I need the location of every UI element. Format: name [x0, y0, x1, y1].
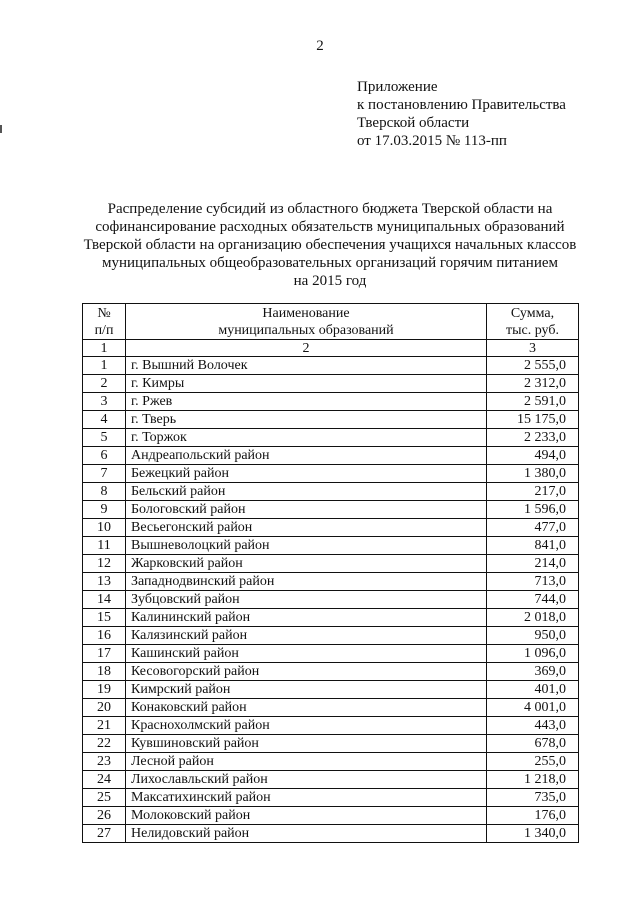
row-number: 21 [83, 717, 126, 735]
subsidy-table [82, 303, 579, 843]
table-row [83, 411, 579, 429]
header-name-line1: Наименование [262, 305, 350, 321]
row-amount: 2 233,0 [487, 429, 579, 447]
table-row [83, 663, 579, 681]
table-row [83, 699, 579, 717]
row-municipality: Бологовский район [126, 501, 487, 519]
row-number: 12 [83, 555, 126, 573]
row-municipality: г. Торжок [126, 429, 487, 447]
column-number: 3 [487, 340, 579, 357]
row-number: 8 [83, 483, 126, 501]
row-number: 27 [83, 825, 126, 843]
row-amount: 369,0 [487, 663, 579, 681]
table-row [83, 825, 579, 843]
scan-edge-mark [0, 125, 2, 133]
row-municipality: Калязинский район [126, 627, 487, 645]
row-amount: 1 596,0 [487, 501, 579, 519]
row-number: 18 [83, 663, 126, 681]
table-row [83, 717, 579, 735]
table-row [83, 627, 579, 645]
row-amount: 443,0 [487, 717, 579, 735]
table-row [83, 447, 579, 465]
row-amount: 2 555,0 [487, 357, 579, 375]
table-row [83, 609, 579, 627]
row-amount: 2 312,0 [487, 375, 579, 393]
row-number: 15 [83, 609, 126, 627]
row-municipality: Лихославльский район [126, 771, 487, 789]
row-number: 25 [83, 789, 126, 807]
table-row [83, 771, 579, 789]
row-municipality: Максатихинский район [126, 789, 487, 807]
header-sum [487, 304, 579, 340]
document-title [80, 200, 580, 290]
row-number: 17 [83, 645, 126, 663]
table-row [83, 789, 579, 807]
row-number: 23 [83, 753, 126, 771]
row-municipality: Зубцовский район [126, 591, 487, 609]
row-number: 26 [83, 807, 126, 825]
row-number: 13 [83, 573, 126, 591]
row-municipality: г. Тверь [126, 411, 487, 429]
row-number: 5 [83, 429, 126, 447]
appendix-line: к постановлению Правительства [357, 97, 566, 113]
row-amount: 4 001,0 [487, 699, 579, 717]
row-amount: 494,0 [487, 447, 579, 465]
row-municipality: Весьегонский район [126, 519, 487, 537]
table-row [83, 537, 579, 555]
row-municipality: г. Кимры [126, 375, 487, 393]
row-number: 11 [83, 537, 126, 555]
table-row [83, 483, 579, 501]
row-number: 9 [83, 501, 126, 519]
row-number: 1 [83, 357, 126, 375]
table-row [83, 501, 579, 519]
row-amount: 841,0 [487, 537, 579, 555]
title-line: на 2015 год [293, 273, 367, 289]
row-amount: 678,0 [487, 735, 579, 753]
row-amount: 477,0 [487, 519, 579, 537]
table-row [83, 429, 579, 447]
row-municipality: Западнодвинский район [126, 573, 487, 591]
header-name [126, 304, 487, 340]
table-row [83, 753, 579, 771]
row-municipality: Молоковский район [126, 807, 487, 825]
table-row [83, 393, 579, 411]
row-amount: 401,0 [487, 681, 579, 699]
row-amount: 176,0 [487, 807, 579, 825]
row-amount: 255,0 [487, 753, 579, 771]
header-sum-line1: Сумма, [510, 305, 555, 321]
row-municipality: Вышневолоцкий район [126, 537, 487, 555]
row-municipality: Андреапольский район [126, 447, 487, 465]
row-municipality: г. Вышний Волочек [126, 357, 487, 375]
row-number: 4 [83, 411, 126, 429]
row-amount: 217,0 [487, 483, 579, 501]
table-row [83, 357, 579, 375]
table-body [83, 304, 579, 843]
page-number: 2 [316, 38, 324, 54]
row-amount: 15 175,0 [487, 411, 579, 429]
appendix-line: Приложение [357, 79, 438, 95]
table-row [83, 465, 579, 483]
appendix-line: от 17.03.2015 № 113-пп [357, 133, 507, 149]
row-municipality: Лесной район [126, 753, 487, 771]
title-line: Распределение субсидий из областного бюджета Тверской области на [107, 201, 553, 217]
row-number: 22 [83, 735, 126, 753]
column-numbers-row [83, 340, 579, 357]
title-line: муниципальных общеобразовательных организаций горячим питанием [101, 255, 559, 271]
row-municipality: Калининский район [126, 609, 487, 627]
row-amount: 2 591,0 [487, 393, 579, 411]
column-number: 1 [83, 340, 126, 357]
column-number: 2 [126, 340, 487, 357]
row-number: 16 [83, 627, 126, 645]
table-row [83, 735, 579, 753]
table-header-row [83, 304, 579, 340]
table-row [83, 807, 579, 825]
table-row [83, 645, 579, 663]
table-row [83, 375, 579, 393]
header-name-line2: муниципальных образований [218, 322, 394, 338]
header-num-line2: п/п [94, 322, 114, 338]
title-line: софинансирование расходных обязательств муниципальных образований [95, 219, 565, 235]
row-municipality: Краснохолмский район [126, 717, 487, 735]
row-number: 20 [83, 699, 126, 717]
row-municipality: Кимрский район [126, 681, 487, 699]
table-row [83, 591, 579, 609]
table-row [83, 573, 579, 591]
row-municipality: Кувшиновский район [126, 735, 487, 753]
appendix-block [357, 78, 566, 150]
row-municipality: г. Ржев [126, 393, 487, 411]
row-amount: 950,0 [487, 627, 579, 645]
row-number: 7 [83, 465, 126, 483]
row-municipality: Кашинский район [126, 645, 487, 663]
row-amount: 1 380,0 [487, 465, 579, 483]
row-amount: 2 018,0 [487, 609, 579, 627]
row-municipality: Конаковский район [126, 699, 487, 717]
row-number: 3 [83, 393, 126, 411]
row-number: 14 [83, 591, 126, 609]
row-municipality: Бежецкий район [126, 465, 487, 483]
row-number: 2 [83, 375, 126, 393]
appendix-line: Тверской области [357, 115, 470, 131]
row-number: 24 [83, 771, 126, 789]
title-line: Тверской области на организацию обеспечения учащихся начальных классов [83, 237, 577, 253]
row-number: 19 [83, 681, 126, 699]
row-amount: 744,0 [487, 591, 579, 609]
table-row [83, 681, 579, 699]
table-row [83, 555, 579, 573]
row-amount: 1 218,0 [487, 771, 579, 789]
row-municipality: Бельский район [126, 483, 487, 501]
header-num [83, 304, 126, 340]
row-amount: 1 096,0 [487, 645, 579, 663]
row-amount: 735,0 [487, 789, 579, 807]
row-number: 10 [83, 519, 126, 537]
row-amount: 713,0 [487, 573, 579, 591]
row-municipality: Жарковский район [126, 555, 487, 573]
row-amount: 1 340,0 [487, 825, 579, 843]
header-sum-line2: тыс. руб. [506, 322, 559, 338]
row-number: 6 [83, 447, 126, 465]
table-row [83, 519, 579, 537]
row-municipality: Кесовогорский район [126, 663, 487, 681]
row-amount: 214,0 [487, 555, 579, 573]
header-num-line1: № [97, 305, 111, 321]
row-municipality: Нелидовский район [126, 825, 487, 843]
